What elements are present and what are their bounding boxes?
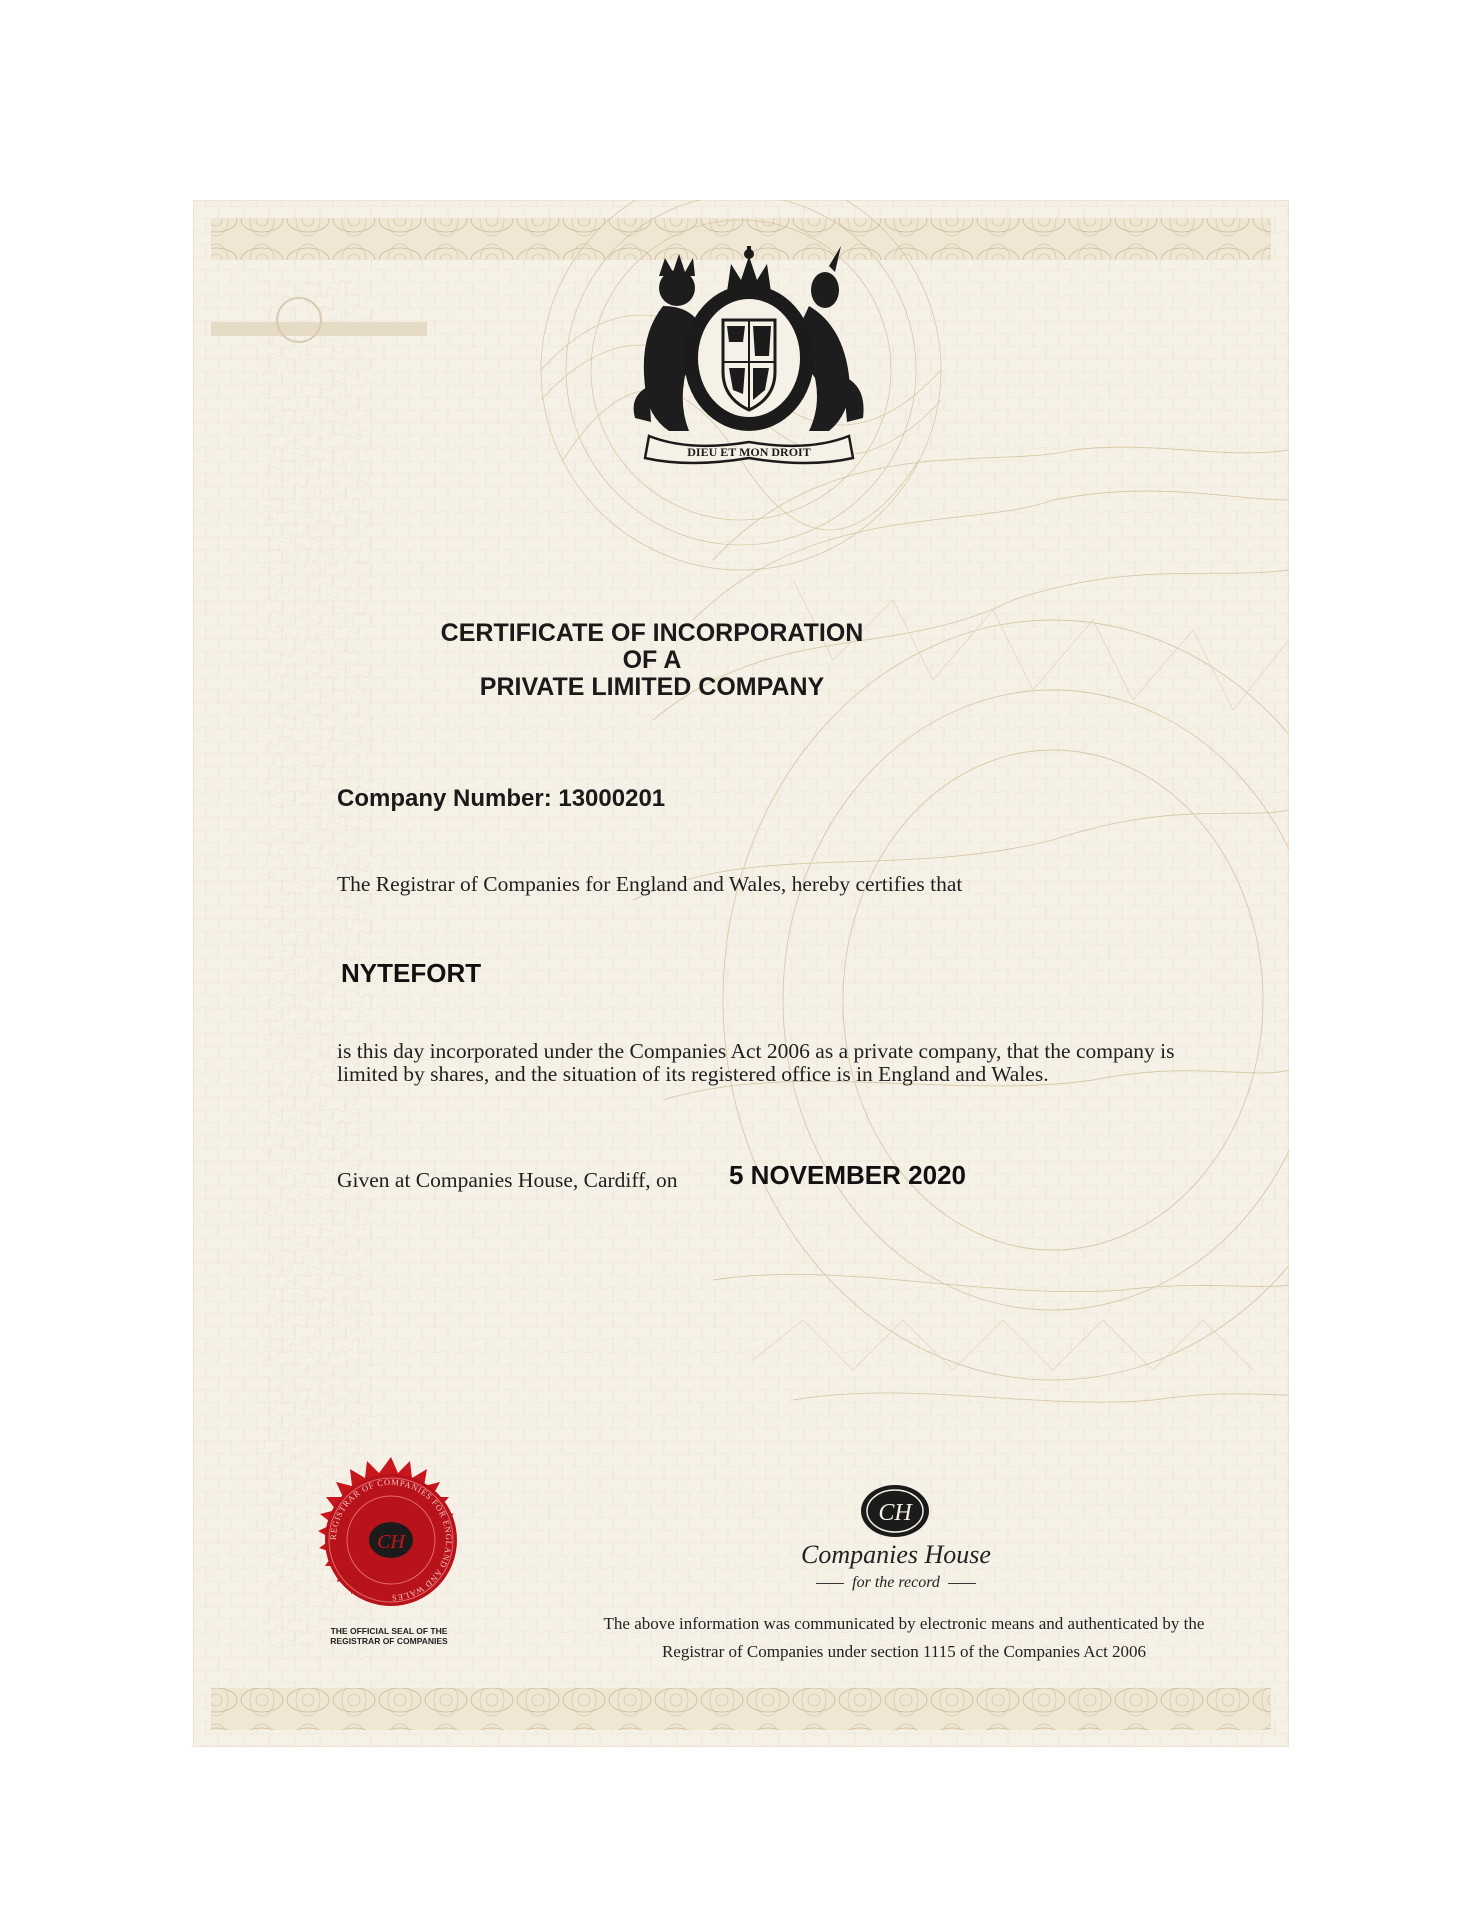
footer-line: Registrar of Companies under section 1115 of the Companies Act 2006	[661, 1642, 1147, 1661]
tagline-rule	[948, 1583, 976, 1584]
companies-house-logo-icon	[858, 1482, 932, 1540]
royal-coat-of-arms-icon	[629, 246, 869, 468]
companies-house-monogram: CH	[878, 1500, 912, 1526]
company-number-line	[337, 785, 665, 813]
companies-house-tagline: for the record	[852, 1574, 940, 1591]
company-number-label: Company Number:	[337, 785, 552, 812]
seal-caption-line: REGISTRAR OF COMPANIES	[330, 1636, 448, 1646]
authentication-statement	[539, 1610, 1269, 1666]
official-seal-icon	[306, 1455, 476, 1625]
incorporation-date: 5 NOVEMBER 2020	[729, 1160, 966, 1190]
registrar-statement: The Registrar of Companies for England and Wales, hereby certifies that	[337, 872, 963, 896]
company-name: NYTEFORT	[341, 958, 482, 988]
seal-ring-textpath: REGISTRAR OF COMPANIES FOR ENGLAND AND WALES	[327, 1476, 455, 1604]
given-at-text: Given at Companies House, Cardiff, on	[337, 1168, 678, 1192]
seal-caption	[299, 1626, 479, 1646]
footer-line: The above information was communicated by electronic means and authenticated by the	[603, 1614, 1205, 1633]
certificate-page	[193, 200, 1289, 1747]
incorporation-statement: is this day incorporated under the Companies Act 2006 as a private company, that the company is limited by shares, and the situation of its registered office is in England and Wales.	[337, 1039, 1175, 1086]
company-number-value: 13000201	[558, 785, 666, 812]
tagline-rule	[816, 1583, 844, 1584]
certificate-title	[193, 620, 1289, 701]
motto-scroll-icon	[645, 436, 853, 463]
title-line: CERTIFICATE OF INCORPORATION	[440, 619, 864, 647]
seal-caption-line: THE OFFICIAL SEAL OF THE	[330, 1626, 448, 1636]
companies-house-brand	[771, 1540, 1021, 1592]
title-line: PRIVATE LIMITED COMPANY	[479, 673, 825, 701]
motto-text: DIEU ET MON DROIT	[687, 445, 811, 459]
seal-monogram: CH	[377, 1531, 405, 1553]
garter-icon	[691, 292, 807, 424]
companies-house-name: Companies House	[801, 1540, 991, 1569]
title-line: OF A	[622, 646, 682, 674]
